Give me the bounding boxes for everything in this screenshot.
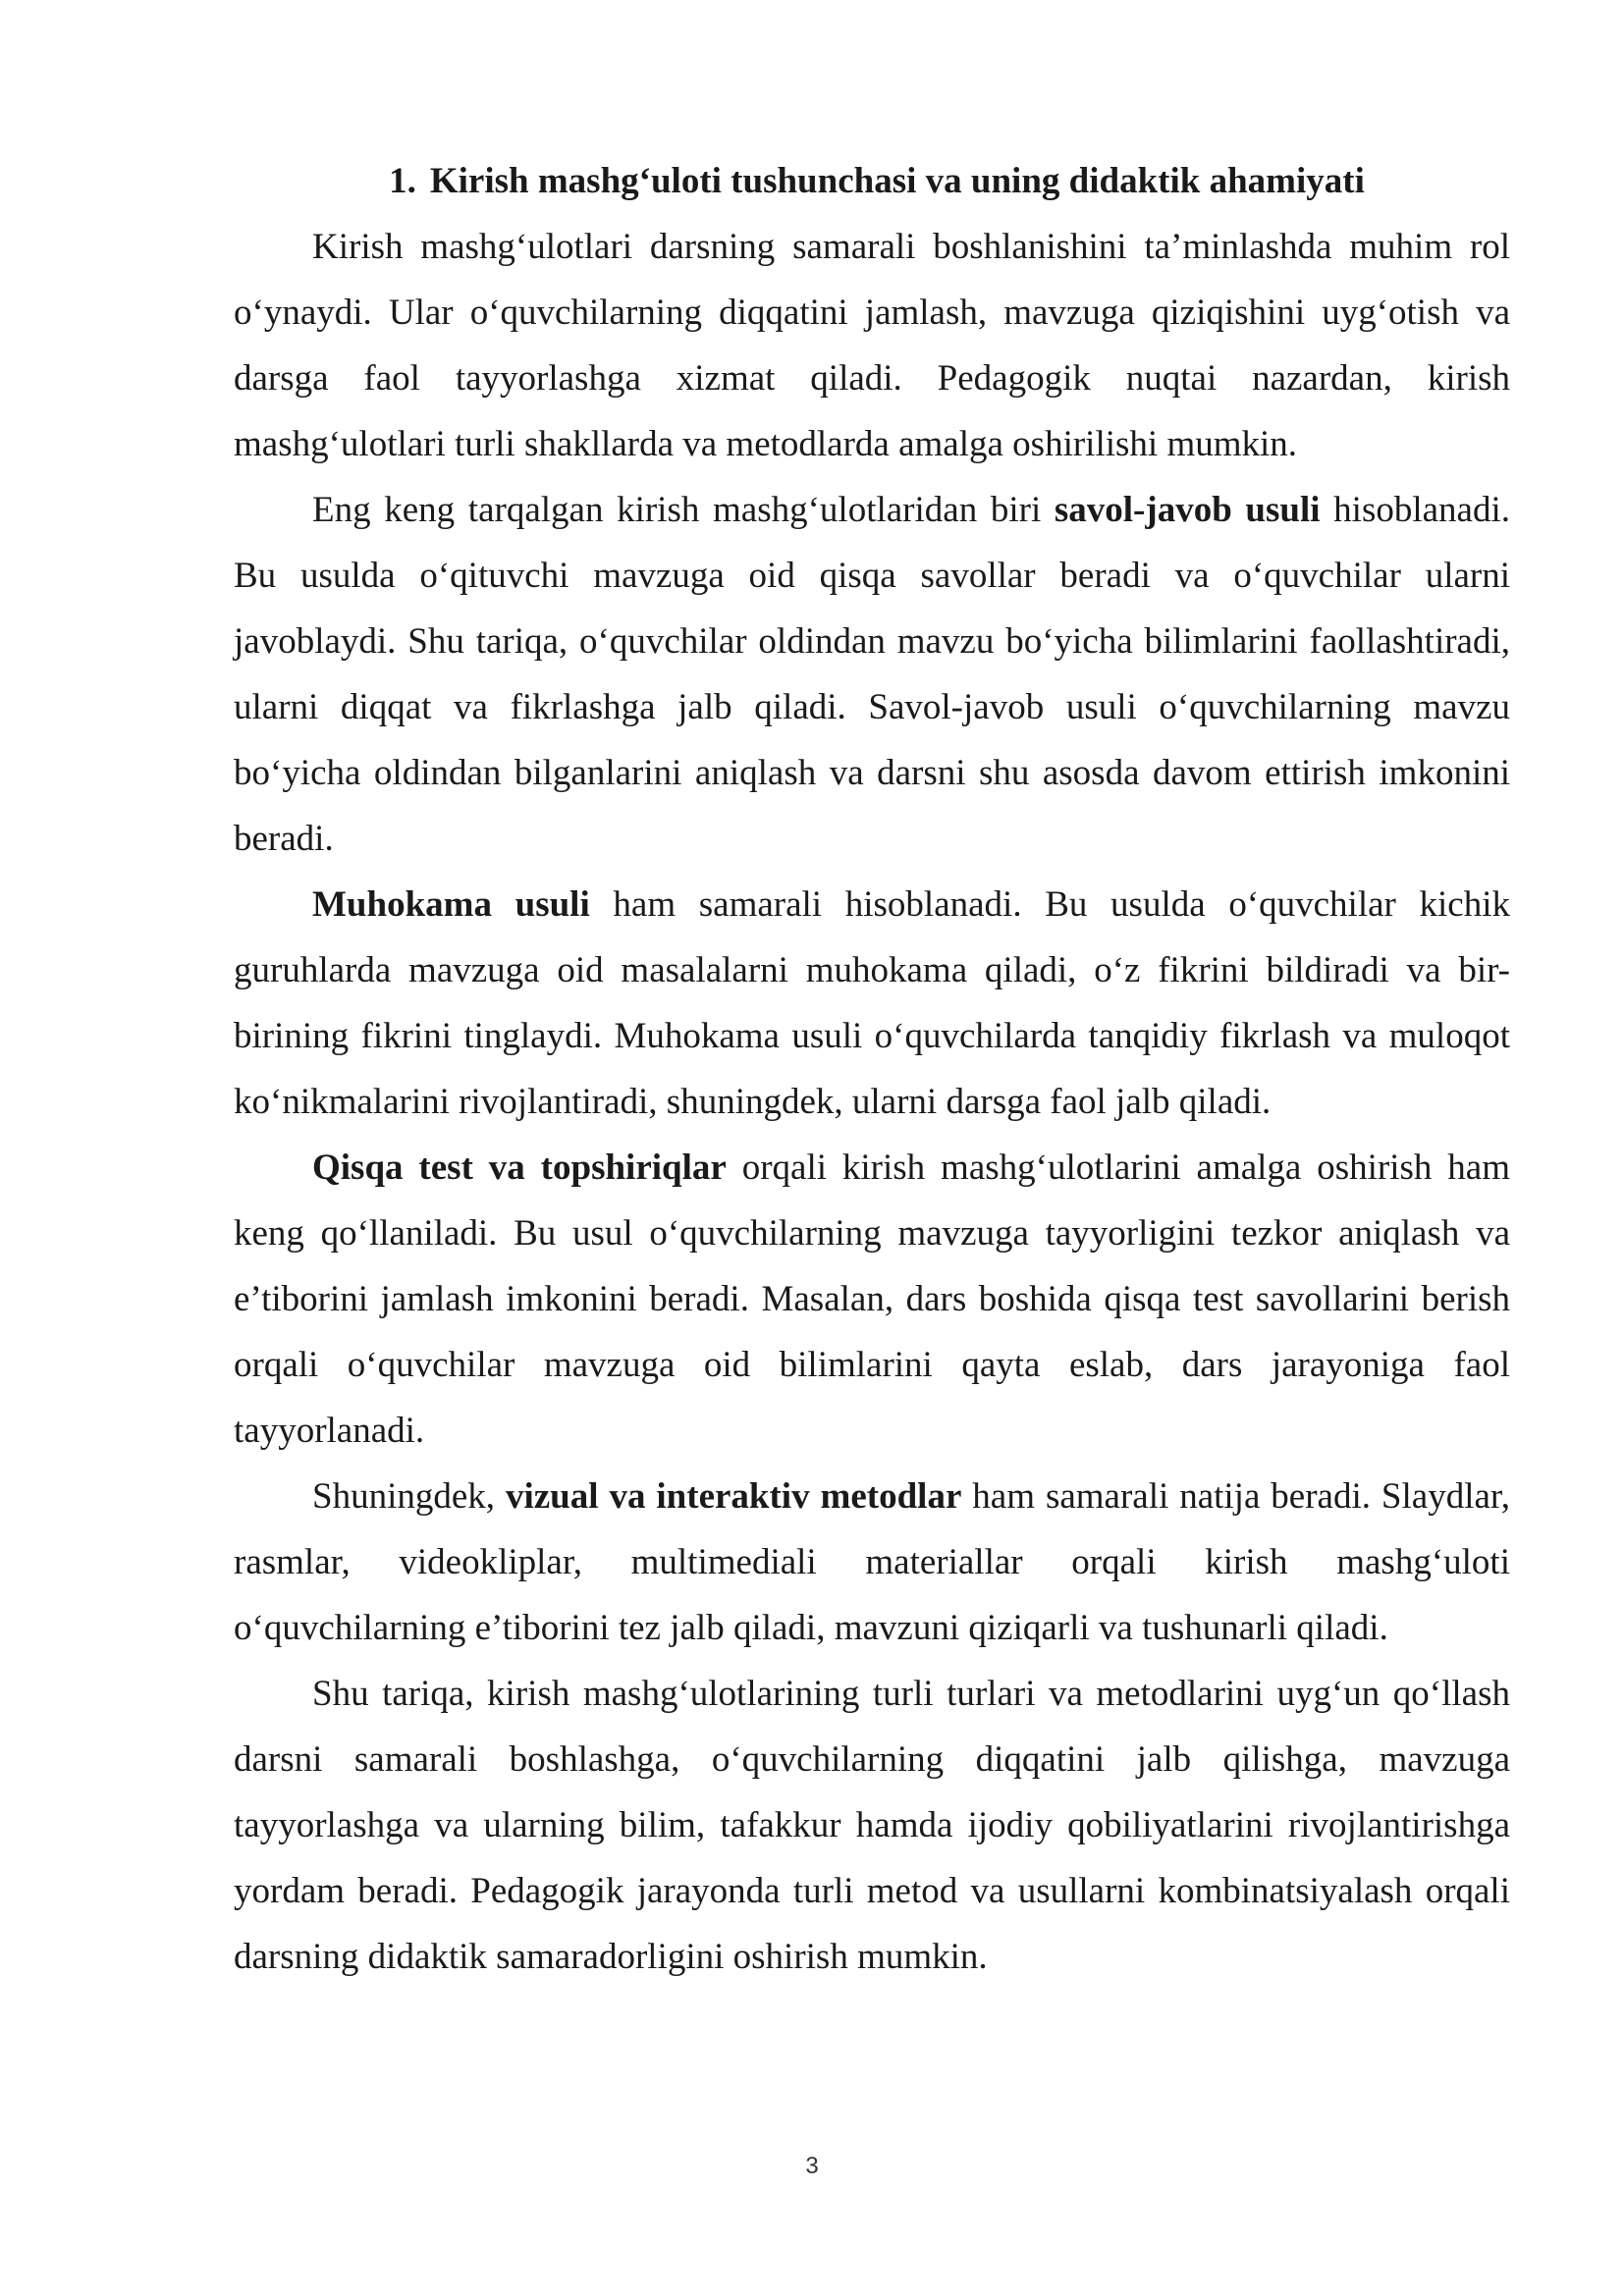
paragraph-4 (234, 1135, 1510, 1464)
paragraph-6 (234, 1661, 1510, 1990)
bold-term: Muhokama usuli (312, 884, 590, 925)
paragraph-text: orqali kirish mashg‘ulotlarini amalga oshirish ham keng qo‘llaniladi. Bu usul o‘quvchilarning mavzuga tayyorligini tezkor aniqlash va e’tiborini jamlash imkonini beradi. Masalan, dars boshida qisqa test savollarini berish orqali o‘quvchilar mavzuga oid bilimlarini qayta eslab, dars jarayoniga faol tayyorlanadi. (234, 1148, 1511, 1451)
paragraph-text: ham samarali natija beradi. Slaydlar, rasmlar, videokliplar, multimediali materiallar orqali kirish mashg‘uloti o‘quvchilarning e’tiborini tez jalb qiladi, mavzuni qiziqarli va tushunarli qiladi. (234, 1476, 1511, 1648)
paragraph-text: Eng keng tarqalgan kirish mashg‘ulotlaridan biri (312, 490, 1055, 530)
paragraph-3 (234, 872, 1510, 1135)
paragraph-text: Kirish mashg‘ulotlari darsning samarali boshlanishini ta’minlashda muhim rol o‘ynaydi. Ular o‘quvchilarning diqqatini jamlash, mavzuga qiziqishini uyg‘otish va darsga faol tayyorlashga xizmat qiladi. Pedagogik nuqtai nazardan, kirish mashg‘ulotlari turli shakllarda va metodlarda amalga oshirilishi mumkin. (234, 227, 1510, 464)
paragraph-2 (234, 477, 1510, 872)
paragraph-text: hisoblanadi. Bu usulda o‘qituvchi mavzuga oid qisqa savollar beradi va o‘quvchilar ularni javoblaydi. Shu tariqa, o‘quvchilar oldindan mavzu bo‘yicha bilimlarini faollashtiradi, ularni diqqat va fikrlashga jalb qiladi. Savol-javob usuli o‘quvchilarning mavzu bo‘yicha oldindan bilganlarini aniqlash va darsni shu asosda davom ettirish imkonini beradi. (234, 490, 1511, 859)
bold-term: savol-javob usuli (1054, 490, 1321, 530)
page-content (234, 149, 1510, 1990)
section-number: 1. (389, 161, 416, 201)
bold-term: vizual va interaktiv metodlar (505, 1476, 962, 1517)
paragraph-1 (234, 214, 1510, 477)
paragraph-text: Shu tariqa, kirish mashg‘ulotlarining turli turlari va metodlarini uyg‘un qo‘llash darsni samarali boshlashga, o‘quvchilarning diqqatini jalb qilishga, mavzuga tayyorlashga va ularning bilim, tafakkur hamda ijodiy qobiliyatlarini rivojlantirishga yordam beradi. Pedagogik jarayonda turli metod va usullarni kombinatsiyalash orqali darsning didaktik samaradorligini oshirish mumkin. (234, 1674, 1510, 1977)
paragraph-text: Shuningdek, (312, 1476, 506, 1517)
section-title: Kirish mashg‘uloti tushunchasi va uning didaktik ahamiyati (429, 161, 1365, 201)
paragraph-5 (234, 1464, 1510, 1661)
bold-term: Qisqa test va topshiriqlar (312, 1148, 727, 1188)
page-number: 3 (805, 2153, 819, 2179)
section-heading (234, 149, 1510, 214)
paragraph-text: ham samarali hisoblanadi. Bu usulda o‘quvchilar kichik guruhlarda mavzuga oid masalalarni muhokama qiladi, o‘z fikrini bildiradi va bir-birining fikrini tinglaydi. Muhokama usuli o‘quvchilarda tanqidiy fikrlash va muloqot ko‘nikmalarini rivojlantiradi, shuningdek, ularni darsga faol jalb qiladi. (234, 884, 1511, 1122)
